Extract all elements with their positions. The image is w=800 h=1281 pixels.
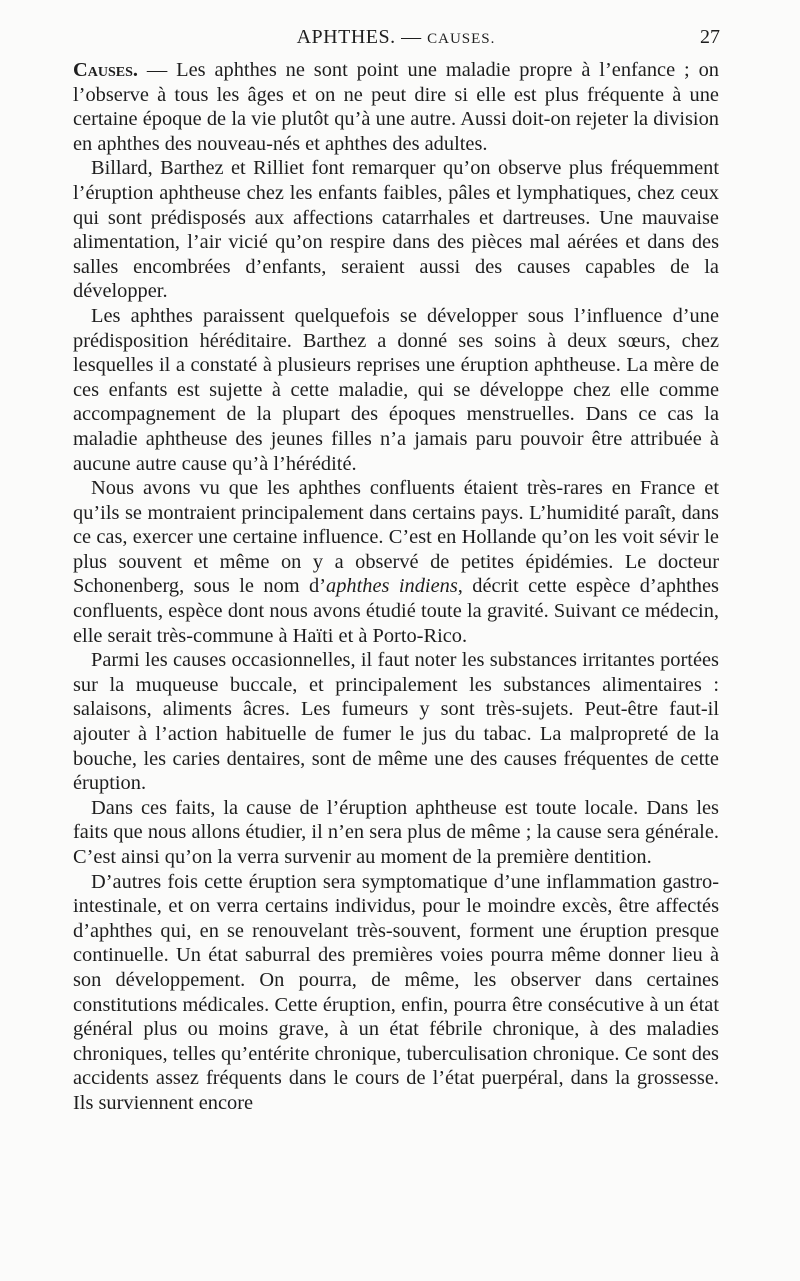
paragraph-confluent-aphthae: [73, 476, 719, 648]
section-lead: Causes.: [73, 59, 138, 81]
page-number: 27: [700, 26, 720, 48]
paragraph-occasional-causes: Parmi les causes occasionnelles, il faut noter les substances irritantes portées sur la muqueuse buccale, et principalement les substances alimentaires : salaisons, aliments âcres. Les fumeurs y sont très-sujets. Peut-être faut-il ajouter à l’action habituelle de fumer le jus du tabac. La malpropreté de la bouche, les caries dentaires, sont de même une des causes fréquentes de cette éruption.: [73, 649, 719, 795]
paragraph-text: Nous avons vu que les aphthes confluents étaient très-rares en France et qu’ils se montraient principalement dans certains pays. L’humidité paraît, dans ce cas, exercer une certaine influence. C’est en Hollande qu’on les voit sévir le plus souvent et même on y a observé de petites épidémies. Le docteur Schonenberg, sous le nom d’: [73, 477, 719, 598]
title-dash: —: [395, 26, 428, 48]
chapter-title: APHTHES.: [296, 26, 396, 48]
body-text: [73, 58, 719, 1116]
italic-term: aphthes indiens: [326, 575, 458, 598]
running-head-title: [72, 26, 720, 49]
paragraph-text: — Les aphthes ne sont point une maladie propre à l’enfance ; on l’observe à tous les âges et on ne peut dire si elle est plus fréquente à une certaine époque de la vie plutôt qu’à une autre. Aussi doit-on rejeter la division en aphthes des nouveau-nés et aphthes des adultes.: [73, 59, 719, 155]
paragraph-heredity: Les aphthes paraissent quelquefois se développer sous l’influence d’une prédisposition héréditaire. Barthez a donné ses soins à deux sœurs, chez lesquelles il a constaté à plusieurs reprises une éruption aphtheuse. La mère de ces enfants est sujette à cette maladie, qui se développe chez elle comme accompagnement de la plupart des époques menstruelles. Dans ce cas la maladie aphtheuse des jeunes filles n’a jamais paru pouvoir être attribuée à aucune autre cause qu’à l’hérédité.: [73, 304, 719, 475]
paragraph-predisposition: Billard, Barthez et Rilliet font remarquer qu’on observe plus fréquemment l’éruption aphtheuse chez les enfants faibles, pâles et lymphatiques, chez ceux qui sont prédisposés aux affections catarrhales et dartreuses. Une mauvaise alimentation, l’air vicié qu’on respire dans des pièces mal aérées et dans des salles encombrées d’enfants, seraient aussi des causes capables de la développer.: [73, 157, 719, 303]
paragraph-text: , décrit cette espèce d’aphthes confluents, espèce dont nous avons étudié toute la gravité. Suivant ce médecin, elle serait très-commune à Haïti et à Porto-Rico.: [73, 575, 719, 647]
running-head: [72, 26, 720, 52]
section-title: CAUSES.: [427, 31, 496, 47]
paragraph-causes: [73, 58, 719, 156]
paragraph-general-causes: D’autres fois cette éruption sera symptomatique d’une inflammation gastro-intestinale, et on verra certains individus, pour le moindre excès, être affectés d’aphthes qui, en se renouvelant très-souvent, forment une éruption presque continuelle. Un état saburral des premières voies pourra même donner lieu à son développement. On pourra, de même, les observer dans certaines constitutions médicales. Cette éruption, enfin, pourra être consécutive à un état général plus ou moins grave, à un état fébrile chronique, à des maladies chroniques, telles qu’entérite chronique, tuberculisation chronique. Ce sont des accidents assez fréquents dans le cours de l’état puerpéral, dans la grossesse. Ils surviennent encore: [73, 870, 719, 1114]
paragraph-local-cause: Dans ces faits, la cause de l’éruption aphtheuse est toute locale. Dans les faits que nous allons étudier, il n’en sera plus de même ; la cause sera générale. C’est ainsi qu’on la verra survenir au moment de la première dentition.: [73, 796, 719, 868]
